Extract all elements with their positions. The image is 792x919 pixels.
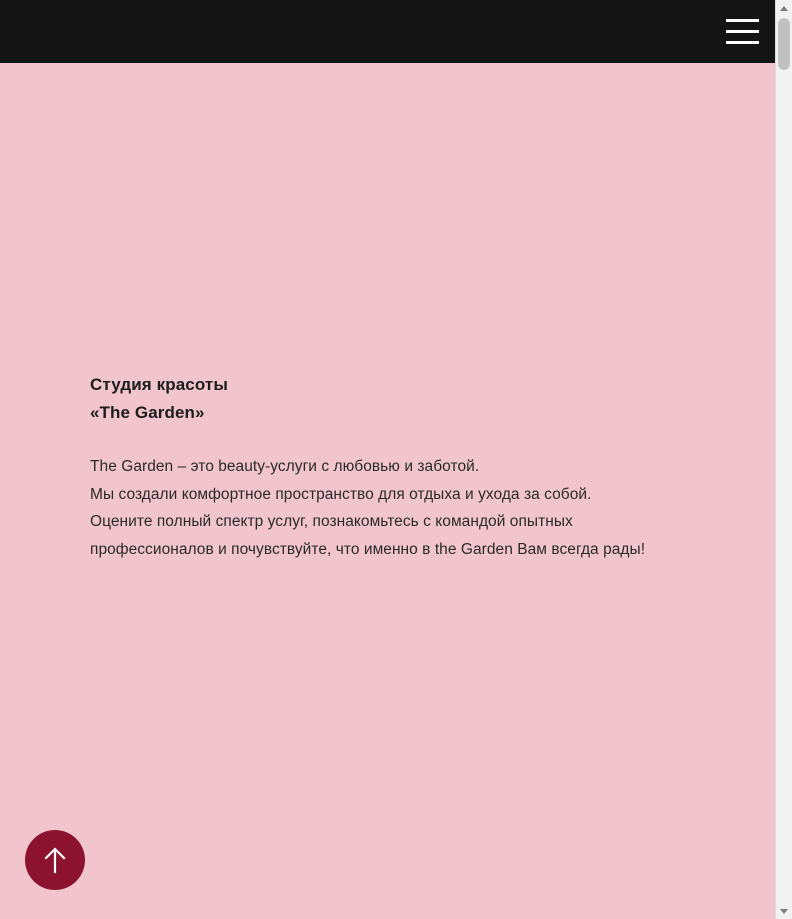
hero-description-line-2: Мы создали комфортное пространство для отдыха и ухода за собой. [90, 485, 592, 503]
page-title-line-2: «The Garden» [90, 403, 205, 422]
scrollbar-down-arrow[interactable] [776, 903, 792, 919]
hero-description-line-1: The Garden – это beauty-услуги с любовью и заботой. [90, 458, 480, 475]
page-title [90, 371, 690, 427]
hero-text-block [90, 371, 690, 563]
vertical-scrollbar[interactable] [775, 0, 792, 919]
hamburger-line-middle [726, 30, 759, 33]
hamburger-line-top [726, 19, 759, 22]
scroll-to-top-button[interactable] [25, 830, 85, 890]
hero-description-line-3: Оцените полный спектр услуг, познакомьтесь с командой опытных [90, 513, 573, 531]
hamburger-menu-button[interactable] [726, 19, 759, 44]
page-content [0, 63, 776, 919]
scrollbar-track[interactable] [776, 16, 792, 903]
hamburger-line-bottom [726, 41, 759, 44]
scrollbar-thumb[interactable] [778, 18, 790, 70]
page-title-line-1: Студия красоты [90, 375, 228, 394]
site-header [0, 0, 776, 63]
hero-description [90, 453, 690, 563]
hero-description-line-4: профессионалов и почувствуйте, что именно в the Garden Вам всегда рады! [90, 540, 646, 558]
arrow-up-icon [42, 846, 68, 874]
scrollbar-up-arrow[interactable] [776, 0, 792, 16]
